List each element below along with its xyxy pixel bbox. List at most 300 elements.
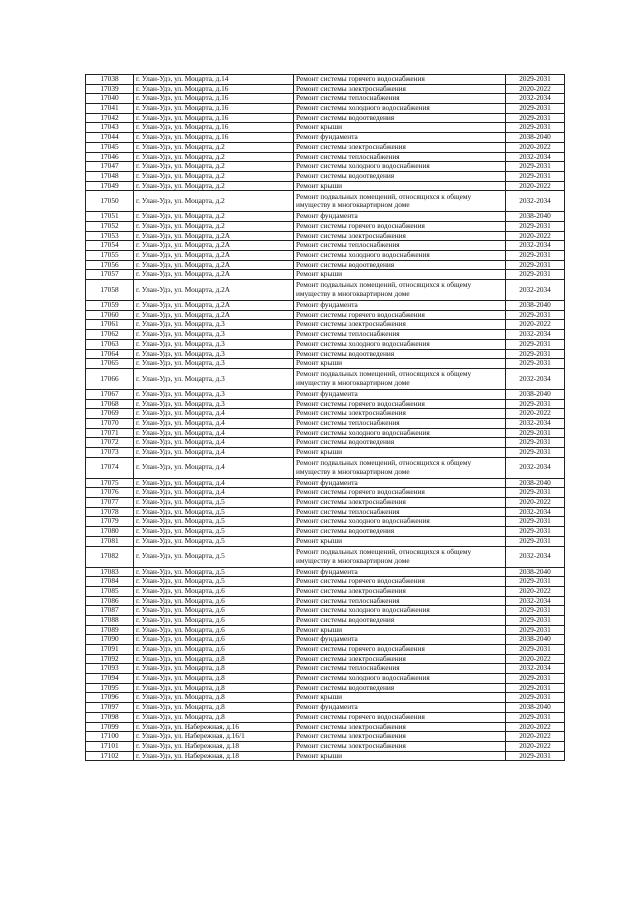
address-cell: г. Улан-Удэ, ул. Моцарта, д.2 [134, 171, 294, 181]
table-row [86, 359, 565, 369]
work-type-cell: Ремонт системы теплоснабжения [294, 330, 506, 340]
period-cell: 2029-2031 [506, 171, 565, 181]
work-type-cell: Ремонт системы горячего водоснабжения [294, 75, 506, 85]
address-cell: г. Улан-Удэ, ул. Моцарта, д.2А [134, 301, 294, 311]
period-cell: 2029-2031 [506, 536, 565, 546]
address-cell: г. Улан-Удэ, ул. Моцарта, д.8 [134, 654, 294, 664]
address-cell: г. Улан-Удэ, ул. Моцарта, д.3 [134, 399, 294, 409]
record-id-cell: 17055 [86, 251, 134, 261]
period-cell: 2029-2031 [506, 339, 565, 349]
record-id-cell: 17069 [86, 409, 134, 419]
record-id-cell: 17042 [86, 113, 134, 123]
work-type-cell: Ремонт системы холодного водоснабжения [294, 104, 506, 114]
address-cell: г. Улан-Удэ, ул. Набережная, д.16/1 [134, 732, 294, 742]
period-cell: 2029-2031 [506, 75, 565, 85]
table-row [86, 654, 565, 664]
record-id-cell: 17071 [86, 428, 134, 438]
address-cell: г. Улан-Удэ, ул. Моцарта, д.8 [134, 703, 294, 713]
period-cell: 2020-2022 [506, 654, 565, 664]
record-id-cell: 17063 [86, 339, 134, 349]
period-cell: 2029-2031 [506, 104, 565, 114]
address-cell: г. Улан-Удэ, ул. Моцарта, д.14 [134, 75, 294, 85]
table-row [86, 84, 565, 94]
table-row [86, 330, 565, 340]
work-type-cell: Ремонт системы теплоснабжения [294, 152, 506, 162]
table-row [86, 251, 565, 261]
period-cell: 2032-2034 [506, 280, 565, 301]
record-id-cell: 17041 [86, 104, 134, 114]
period-cell: 2020-2022 [506, 586, 565, 596]
record-id-cell: 17092 [86, 654, 134, 664]
record-id-cell: 17062 [86, 330, 134, 340]
record-id-cell: 17083 [86, 567, 134, 577]
period-cell: 2029-2031 [506, 712, 565, 722]
period-cell: 2029-2031 [506, 625, 565, 635]
table-row [86, 625, 565, 635]
address-cell: г. Улан-Удэ, ул. Моцарта, д.16 [134, 94, 294, 104]
work-type-cell: Ремонт системы теплоснабжения [294, 664, 506, 674]
period-cell: 2029-2031 [506, 349, 565, 359]
address-cell: г. Улан-Удэ, ул. Моцарта, д.6 [134, 606, 294, 616]
address-cell: г. Улан-Удэ, ул. Моцарта, д.4 [134, 418, 294, 428]
address-cell: г. Улан-Удэ, ул. Моцарта, д.6 [134, 635, 294, 645]
work-type-cell: Ремонт системы горячего водоснабжения [294, 645, 506, 655]
table-row [86, 507, 565, 517]
record-id-cell: 17102 [86, 751, 134, 761]
work-type-cell: Ремонт подвальных помещений, относящихся к общему имуществу в многоквартирном доме [294, 280, 506, 301]
work-type-cell: Ремонт фундамента [294, 703, 506, 713]
record-id-cell: 17078 [86, 507, 134, 517]
address-cell: г. Улан-Удэ, ул. Моцарта, д.6 [134, 596, 294, 606]
period-cell: 2029-2031 [506, 359, 565, 369]
table-row [86, 438, 565, 448]
address-cell: г. Улан-Удэ, ул. Моцарта, д.8 [134, 693, 294, 703]
work-type-cell: Ремонт системы холодного водоснабжения [294, 251, 506, 261]
table-row [86, 674, 565, 684]
table-row [86, 399, 565, 409]
table-row [86, 133, 565, 143]
record-id-cell: 17077 [86, 498, 134, 508]
work-type-cell: Ремонт фундамента [294, 212, 506, 222]
work-type-cell: Ремонт системы горячего водоснабжения [294, 712, 506, 722]
work-type-cell: Ремонт крыши [294, 693, 506, 703]
record-id-cell: 17059 [86, 301, 134, 311]
record-id-cell: 17090 [86, 635, 134, 645]
record-id-cell: 17079 [86, 517, 134, 527]
period-cell: 2029-2031 [506, 517, 565, 527]
period-cell: 2020-2022 [506, 409, 565, 419]
table-row [86, 586, 565, 596]
address-cell: г. Улан-Удэ, ул. Моцарта, д.6 [134, 615, 294, 625]
record-id-cell: 17046 [86, 152, 134, 162]
period-cell: 2029-2031 [506, 438, 565, 448]
address-cell: г. Улан-Удэ, ул. Моцарта, д.16 [134, 113, 294, 123]
record-id-cell: 17089 [86, 625, 134, 635]
address-cell: г. Улан-Удэ, ул. Набережная, д.18 [134, 751, 294, 761]
record-id-cell: 17067 [86, 389, 134, 399]
record-id-cell: 17068 [86, 399, 134, 409]
period-cell: 2029-2031 [506, 645, 565, 655]
address-cell: г. Улан-Удэ, ул. Моцарта, д.4 [134, 488, 294, 498]
period-cell: 2029-2031 [506, 310, 565, 320]
work-type-cell: Ремонт системы электроснабжения [294, 231, 506, 241]
record-id-cell: 17070 [86, 418, 134, 428]
work-type-cell: Ремонт системы электроснабжения [294, 741, 506, 751]
address-cell: г. Улан-Удэ, ул. Моцарта, д.16 [134, 133, 294, 143]
record-id-cell: 17060 [86, 310, 134, 320]
address-cell: г. Улан-Удэ, ул. Моцарта, д.4 [134, 428, 294, 438]
work-type-cell: Ремонт подвальных помещений, относящихся к общему имуществу в многоквартирном доме [294, 191, 506, 212]
address-cell: г. Улан-Удэ, ул. Набережная, д.16 [134, 722, 294, 732]
table-row [86, 498, 565, 508]
record-id-cell: 17084 [86, 577, 134, 587]
work-type-cell: Ремонт системы холодного водоснабжения [294, 517, 506, 527]
table-row [86, 409, 565, 419]
period-cell: 2020-2022 [506, 722, 565, 732]
work-type-cell: Ремонт системы электроснабжения [294, 142, 506, 152]
address-cell: г. Улан-Удэ, ул. Моцарта, д.16 [134, 104, 294, 114]
record-id-cell: 17096 [86, 693, 134, 703]
address-cell: г. Улан-Удэ, ул. Моцарта, д.5 [134, 517, 294, 527]
address-cell: г. Улан-Удэ, ул. Моцарта, д.2 [134, 212, 294, 222]
record-id-cell: 17058 [86, 280, 134, 301]
record-id-cell: 17086 [86, 596, 134, 606]
address-cell: г. Улан-Удэ, ул. Моцарта, д.6 [134, 645, 294, 655]
work-type-cell: Ремонт фундамента [294, 301, 506, 311]
record-id-cell: 17066 [86, 368, 134, 389]
address-cell: г. Улан-Удэ, ул. Моцарта, д.2А [134, 310, 294, 320]
table-row [86, 270, 565, 280]
address-cell: г. Улан-Удэ, ул. Моцарта, д.4 [134, 438, 294, 448]
table-row [86, 301, 565, 311]
work-type-cell: Ремонт фундамента [294, 478, 506, 488]
record-id-cell: 17057 [86, 270, 134, 280]
table-row [86, 142, 565, 152]
period-cell: 2029-2031 [506, 615, 565, 625]
repair-schedule-table [85, 74, 565, 761]
period-cell: 2032-2034 [506, 418, 565, 428]
table-row [86, 191, 565, 212]
work-type-cell: Ремонт крыши [294, 181, 506, 191]
work-type-cell: Ремонт системы водоотведения [294, 683, 506, 693]
address-cell: г. Улан-Удэ, ул. Моцарта, д.2А [134, 270, 294, 280]
record-id-cell: 17073 [86, 448, 134, 458]
period-cell: 2032-2034 [506, 94, 565, 104]
table-body [86, 75, 565, 761]
period-cell: 2029-2031 [506, 221, 565, 231]
address-cell: г. Улан-Удэ, ул. Моцарта, д.6 [134, 586, 294, 596]
work-type-cell: Ремонт системы водоотведения [294, 171, 506, 181]
period-cell: 2029-2031 [506, 527, 565, 537]
period-cell: 2029-2031 [506, 260, 565, 270]
period-cell: 2020-2022 [506, 231, 565, 241]
period-cell: 2038-2040 [506, 212, 565, 222]
work-type-cell: Ремонт системы холодного водоснабжения [294, 674, 506, 684]
record-id-cell: 17053 [86, 231, 134, 241]
period-cell: 2032-2034 [506, 368, 565, 389]
table-row [86, 418, 565, 428]
work-type-cell: Ремонт крыши [294, 359, 506, 369]
address-cell: г. Улан-Удэ, ул. Моцарта, д.3 [134, 339, 294, 349]
work-type-cell: Ремонт системы холодного водоснабжения [294, 339, 506, 349]
period-cell: 2038-2040 [506, 635, 565, 645]
table-row [86, 567, 565, 577]
address-cell: г. Улан-Удэ, ул. Моцарта, д.8 [134, 674, 294, 684]
table-row [86, 645, 565, 655]
period-cell: 2032-2034 [506, 152, 565, 162]
work-type-cell: Ремонт системы теплоснабжения [294, 418, 506, 428]
work-type-cell: Ремонт крыши [294, 625, 506, 635]
period-cell: 2029-2031 [506, 683, 565, 693]
period-cell: 2020-2022 [506, 142, 565, 152]
table-row [86, 389, 565, 399]
period-cell: 2038-2040 [506, 389, 565, 399]
table-row [86, 113, 565, 123]
address-cell: г. Улан-Удэ, ул. Моцарта, д.3 [134, 368, 294, 389]
table-row [86, 260, 565, 270]
record-id-cell: 17056 [86, 260, 134, 270]
period-cell: 2032-2034 [506, 457, 565, 478]
work-type-cell: Ремонт системы водоотведения [294, 349, 506, 359]
record-id-cell: 17080 [86, 527, 134, 537]
work-type-cell: Ремонт фундамента [294, 389, 506, 399]
address-cell: г. Улан-Удэ, ул. Моцарта, д.3 [134, 359, 294, 369]
table-row [86, 104, 565, 114]
period-cell: 2029-2031 [506, 577, 565, 587]
address-cell: г. Улан-Удэ, ул. Моцарта, д.6 [134, 625, 294, 635]
period-cell: 2029-2031 [506, 162, 565, 172]
address-cell: г. Улан-Удэ, ул. Моцарта, д.2А [134, 280, 294, 301]
work-type-cell: Ремонт системы водоотведения [294, 438, 506, 448]
work-type-cell: Ремонт системы холодного водоснабжения [294, 606, 506, 616]
record-id-cell: 17044 [86, 133, 134, 143]
period-cell: 2020-2022 [506, 320, 565, 330]
table-row [86, 664, 565, 674]
period-cell: 2029-2031 [506, 428, 565, 438]
period-cell: 2038-2040 [506, 301, 565, 311]
work-type-cell: Ремонт системы водоотведения [294, 615, 506, 625]
record-id-cell: 17095 [86, 683, 134, 693]
table-row [86, 368, 565, 389]
table-row [86, 310, 565, 320]
record-id-cell: 17051 [86, 212, 134, 222]
period-cell: 2029-2031 [506, 606, 565, 616]
address-cell: г. Улан-Удэ, ул. Моцарта, д.2 [134, 191, 294, 212]
address-cell: г. Улан-Удэ, ул. Моцарта, д.4 [134, 409, 294, 419]
address-cell: г. Улан-Удэ, ул. Моцарта, д.4 [134, 457, 294, 478]
period-cell: 2038-2040 [506, 567, 565, 577]
period-cell: 2029-2031 [506, 251, 565, 261]
period-cell: 2020-2022 [506, 498, 565, 508]
address-cell: г. Улан-Удэ, ул. Моцарта, д.8 [134, 712, 294, 722]
work-type-cell: Ремонт системы холодного водоснабжения [294, 162, 506, 172]
address-cell: г. Улан-Удэ, ул. Моцарта, д.5 [134, 546, 294, 567]
record-id-cell: 17099 [86, 722, 134, 732]
record-id-cell: 17072 [86, 438, 134, 448]
table-row [86, 75, 565, 85]
record-id-cell: 17039 [86, 84, 134, 94]
address-cell: г. Улан-Удэ, ул. Моцарта, д.3 [134, 389, 294, 399]
record-id-cell: 17047 [86, 162, 134, 172]
work-type-cell: Ремонт подвальных помещений, относящихся к общему имуществу в многоквартирном доме [294, 546, 506, 567]
table-row [86, 221, 565, 231]
record-id-cell: 17061 [86, 320, 134, 330]
period-cell: 2032-2034 [506, 507, 565, 517]
address-cell: г. Улан-Удэ, ул. Моцарта, д.3 [134, 320, 294, 330]
work-type-cell: Ремонт системы горячего водоснабжения [294, 488, 506, 498]
work-type-cell: Ремонт системы горячего водоснабжения [294, 221, 506, 231]
address-cell: г. Улан-Удэ, ул. Моцарта, д.8 [134, 683, 294, 693]
period-cell: 2038-2040 [506, 703, 565, 713]
period-cell: 2032-2034 [506, 241, 565, 251]
work-type-cell: Ремонт фундамента [294, 133, 506, 143]
record-id-cell: 17101 [86, 741, 134, 751]
work-type-cell: Ремонт системы теплоснабжения [294, 241, 506, 251]
record-id-cell: 17054 [86, 241, 134, 251]
address-cell: г. Улан-Удэ, ул. Моцарта, д.2А [134, 231, 294, 241]
address-cell: г. Улан-Удэ, ул. Моцарта, д.2 [134, 221, 294, 231]
record-id-cell: 17081 [86, 536, 134, 546]
record-id-cell: 17100 [86, 732, 134, 742]
table-row [86, 751, 565, 761]
period-cell: 2020-2022 [506, 84, 565, 94]
period-cell: 2020-2022 [506, 741, 565, 751]
record-id-cell: 17085 [86, 586, 134, 596]
table-row [86, 181, 565, 191]
address-cell: г. Улан-Удэ, ул. Моцарта, д.5 [134, 577, 294, 587]
address-cell: г. Улан-Удэ, ул. Моцарта, д.5 [134, 498, 294, 508]
table-row [86, 339, 565, 349]
work-type-cell: Ремонт крыши [294, 448, 506, 458]
period-cell: 2032-2034 [506, 191, 565, 212]
period-cell: 2029-2031 [506, 448, 565, 458]
period-cell: 2032-2034 [506, 546, 565, 567]
work-type-cell: Ремонт системы электроснабжения [294, 586, 506, 596]
table-row [86, 231, 565, 241]
address-cell: г. Улан-Удэ, ул. Моцарта, д.3 [134, 349, 294, 359]
address-cell: г. Улан-Удэ, ул. Моцарта, д.2А [134, 241, 294, 251]
address-cell: г. Улан-Удэ, ул. Моцарта, д.2 [134, 152, 294, 162]
table-row [86, 349, 565, 359]
work-type-cell: Ремонт системы электроснабжения [294, 498, 506, 508]
table-row [86, 123, 565, 133]
table-row [86, 171, 565, 181]
work-type-cell: Ремонт системы теплоснабжения [294, 94, 506, 104]
period-cell: 2038-2040 [506, 133, 565, 143]
work-type-cell: Ремонт системы электроснабжения [294, 732, 506, 742]
work-type-cell: Ремонт крыши [294, 270, 506, 280]
period-cell: 2029-2031 [506, 751, 565, 761]
work-type-cell: Ремонт подвальных помещений, относящихся к общему имуществу в многоквартирном доме [294, 368, 506, 389]
work-type-cell: Ремонт системы теплоснабжения [294, 507, 506, 517]
address-cell: г. Улан-Удэ, ул. Моцарта, д.8 [134, 664, 294, 674]
table-row [86, 596, 565, 606]
work-type-cell: Ремонт системы холодного водоснабжения [294, 428, 506, 438]
period-cell: 2029-2031 [506, 693, 565, 703]
record-id-cell: 17075 [86, 478, 134, 488]
record-id-cell: 17040 [86, 94, 134, 104]
address-cell: г. Улан-Удэ, ул. Моцарта, д.16 [134, 84, 294, 94]
period-cell: 2029-2031 [506, 270, 565, 280]
table-row [86, 527, 565, 537]
work-type-cell: Ремонт системы водоотведения [294, 260, 506, 270]
period-cell: 2029-2031 [506, 488, 565, 498]
table-row [86, 546, 565, 567]
address-cell: г. Улан-Удэ, ул. Моцарта, д.2 [134, 142, 294, 152]
period-cell: 2032-2034 [506, 330, 565, 340]
record-id-cell: 17049 [86, 181, 134, 191]
table-row [86, 712, 565, 722]
record-id-cell: 17050 [86, 191, 134, 212]
address-cell: г. Улан-Удэ, ул. Моцарта, д.5 [134, 536, 294, 546]
record-id-cell: 17082 [86, 546, 134, 567]
table-row [86, 606, 565, 616]
period-cell: 2029-2031 [506, 123, 565, 133]
address-cell: г. Улан-Удэ, ул. Моцарта, д.2А [134, 251, 294, 261]
work-type-cell: Ремонт системы горячего водоснабжения [294, 310, 506, 320]
period-cell: 2029-2031 [506, 399, 565, 409]
table-row [86, 478, 565, 488]
table-row [86, 577, 565, 587]
period-cell: 2038-2040 [506, 478, 565, 488]
table-row [86, 94, 565, 104]
table-row [86, 162, 565, 172]
table-row [86, 280, 565, 301]
work-type-cell: Ремонт системы электроснабжения [294, 320, 506, 330]
work-type-cell: Ремонт системы водоотведения [294, 113, 506, 123]
work-type-cell: Ремонт фундамента [294, 567, 506, 577]
period-cell: 2029-2031 [506, 674, 565, 684]
record-id-cell: 17098 [86, 712, 134, 722]
record-id-cell: 17091 [86, 645, 134, 655]
record-id-cell: 17043 [86, 123, 134, 133]
work-type-cell: Ремонт крыши [294, 536, 506, 546]
table-row [86, 152, 565, 162]
record-id-cell: 17088 [86, 615, 134, 625]
record-id-cell: 17045 [86, 142, 134, 152]
table-row [86, 517, 565, 527]
work-type-cell: Ремонт подвальных помещений, относящихся к общему имуществу в многоквартирном доме [294, 457, 506, 478]
record-id-cell: 17074 [86, 457, 134, 478]
record-id-cell: 17064 [86, 349, 134, 359]
work-type-cell: Ремонт системы электроснабжения [294, 722, 506, 732]
table-row [86, 615, 565, 625]
record-id-cell: 17038 [86, 75, 134, 85]
table-row [86, 488, 565, 498]
period-cell: 2020-2022 [506, 181, 565, 191]
table-row [86, 722, 565, 732]
address-cell: г. Улан-Удэ, ул. Моцарта, д.16 [134, 123, 294, 133]
record-id-cell: 17076 [86, 488, 134, 498]
period-cell: 2032-2034 [506, 596, 565, 606]
table-row [86, 212, 565, 222]
table-row [86, 635, 565, 645]
period-cell: 2029-2031 [506, 113, 565, 123]
table-row [86, 732, 565, 742]
address-cell: г. Улан-Удэ, ул. Моцарта, д.5 [134, 567, 294, 577]
work-type-cell: Ремонт крыши [294, 123, 506, 133]
period-cell: 2032-2034 [506, 664, 565, 674]
work-type-cell: Ремонт фундамента [294, 635, 506, 645]
work-type-cell: Ремонт системы теплоснабжения [294, 596, 506, 606]
address-cell: г. Улан-Удэ, ул. Моцарта, д.3 [134, 330, 294, 340]
address-cell: г. Улан-Удэ, ул. Моцарта, д.2А [134, 260, 294, 270]
record-id-cell: 17097 [86, 703, 134, 713]
record-id-cell: 17065 [86, 359, 134, 369]
address-cell: г. Улан-Удэ, ул. Моцарта, д.4 [134, 448, 294, 458]
address-cell: г. Улан-Удэ, ул. Моцарта, д.5 [134, 527, 294, 537]
table-row [86, 536, 565, 546]
